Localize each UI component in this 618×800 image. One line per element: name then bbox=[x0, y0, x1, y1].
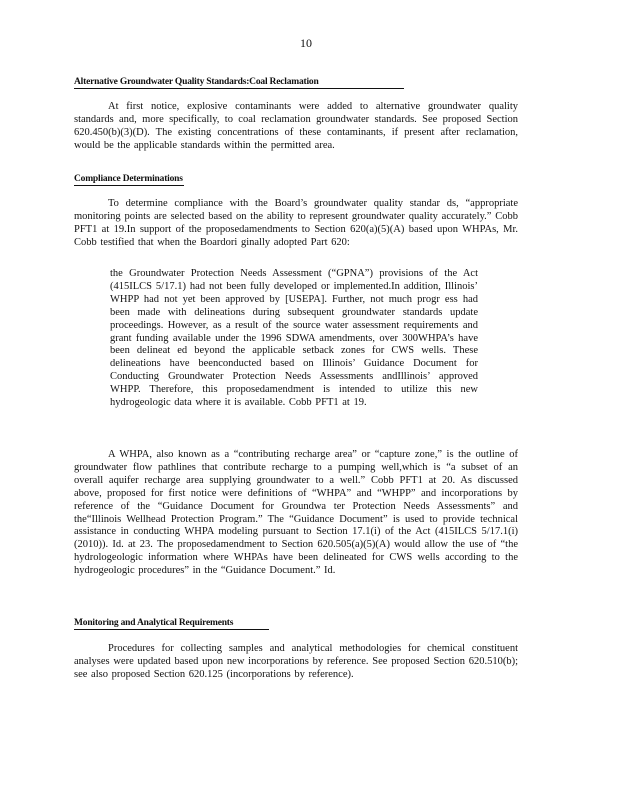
paragraph-coal-reclamation: At first notice, explosive contaminants were added to alternative groundwater quality standards and, more specifically, to coal reclamation groundwater standards. See proposed Section 620.450(b)(3)(D). The existing concentrations of these contaminants, if present after reclamation, would be the applicable standards within the permitted area. bbox=[74, 101, 518, 151]
paragraph-compliance-intro: To determine compliance with the Board’s groundwater quality standar ds, “appropriate monitoring points are selected based on the ability to represent groundwater quality accurately.” Cobb PFT1 at 19.In support of the proposedamendments to Section 620(a)(5)(A) based upon WHPAs, Mr. Cobb testified that when the Boardori ginally adopted Part 620: bbox=[74, 198, 518, 248]
section-heading-compliance: Compliance Determinations bbox=[74, 174, 183, 184]
paragraph-monitoring: Procedures for collecting samples and analytical methodologies for chemical constituent analyses were updated based upon new incorporations by reference. See proposed Section 620.510(b); see also proposed Section 620.125 (incorporations by reference). bbox=[74, 643, 518, 680]
section-heading-monitoring: Monitoring and Analytical Requirements bbox=[74, 617, 269, 630]
block-quote-cobb-testimony: the Groundwater Protection Needs Assessment (“GPNA”) provisions of the Act (415ILCS 5/17.1) had not been fully developed or implemented.In addition, Illinois’ WHPP had not yet been approved by [USEPA]. Further, not much progr ess had been made with delineations during subsequent groundwater standards update proceedings. However, as a result of the source water assessment requirements and grant funding available under the 1996 SDWA amendments, over 300WHPA’s have been delineat ed beyond the applicable setback zones for CWS wells. These delineations have beenconducted based on Illinois’ Guidance Document for Conducting Groundwater Protection Needs Assessments andIllinois’ approved WHPP. Therefore, this proposedamendment is intended to utilize this new hydrogeologic data where it is available. Cobb PFT1 at 19. bbox=[110, 268, 478, 409]
page-number: 10 bbox=[300, 36, 312, 50]
section-heading-coal-reclamation: Alternative Groundwater Quality Standards:Coal Reclamation bbox=[74, 76, 404, 89]
paragraph-whpa-definition: A WHPA, also known as a “contributing recharge area” or “capture zone,” is the outline of groundwater flow pathlines that contribute recharge to a pumping well,which is “a subset of an overall aquifer recharge area supplying groundwater to a well.” Cobb PFT1 at 20. As discussed above, proposed for first notice were definitions of “WHPA” and “WHPP” and incorporations by reference of the “Guidance Document for Groundwa ter Protection Needs Assessments” and the“Illinois Wellhead Protection Program.” The “Guidance Document” is used to provide technical assistance in conducting WHPA modeling pursuant to Section 17.1(i) of the Act (415ILCS 5/17.1(i) (2010)). Id. at 23. The proposedamendment to Section 620.505(a)(5)(A) would allow the use of “the hydrologeologic information where WHPAs have been delineated for CWS wells according to the hydrogeologic procedures” in the “Guidance Document.” Id. bbox=[74, 449, 518, 577]
